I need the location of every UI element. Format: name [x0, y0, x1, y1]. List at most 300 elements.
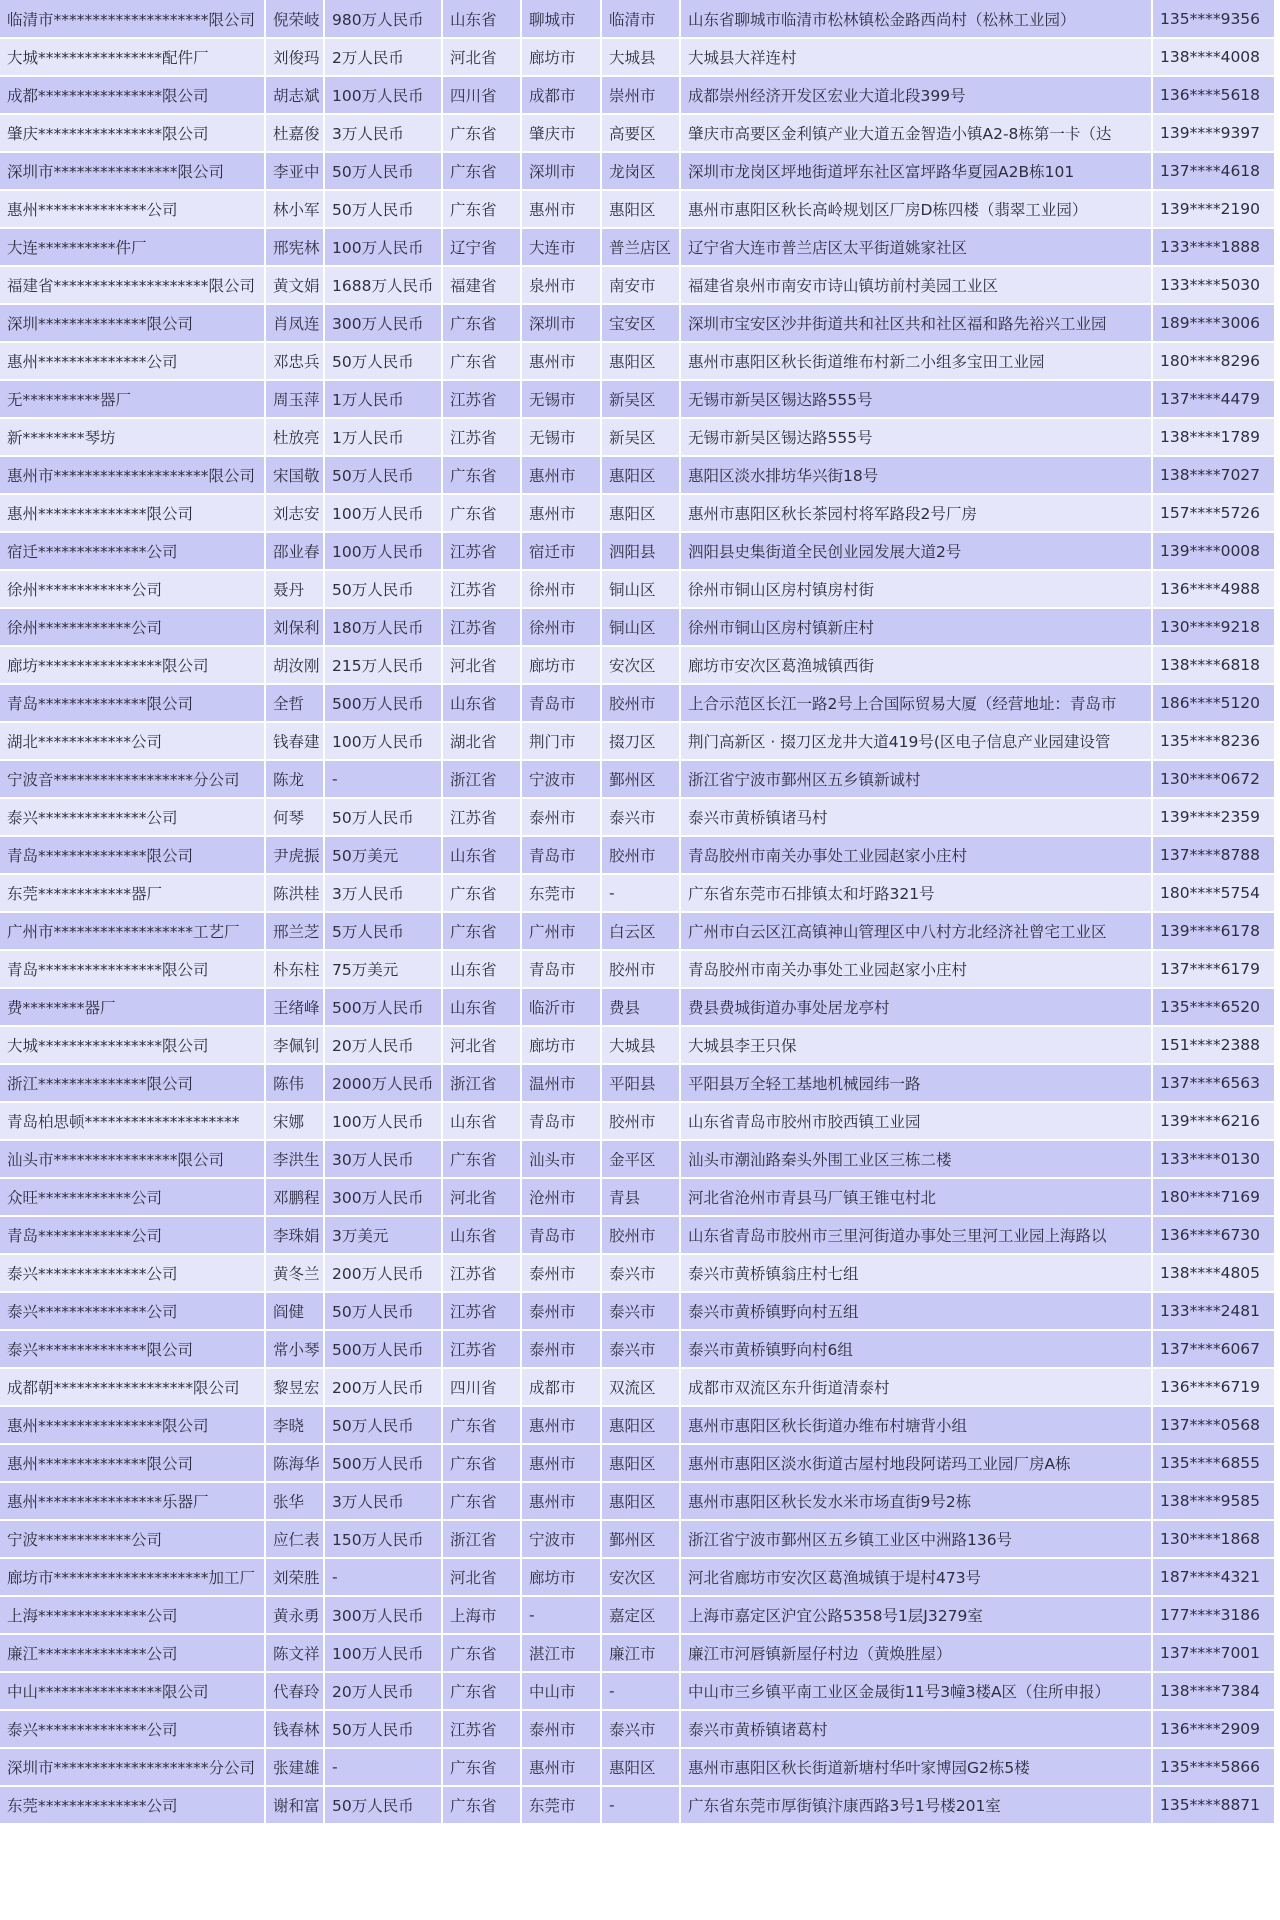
- table-row: [0, 190, 1275, 228]
- company-name-cell: 深圳市****************限公司: [0, 152, 265, 190]
- district-cell: 惠阳区: [601, 1406, 680, 1444]
- legal-person-cell: 林小军: [265, 190, 324, 228]
- table-row: [0, 1064, 1275, 1102]
- city-cell: 汕头市: [521, 1140, 601, 1178]
- company-name-cell: 泰兴**************公司: [0, 798, 265, 836]
- address-cell: 徐州市铜山区房村镇房村街: [680, 570, 1152, 608]
- registered-capital-cell: 50万人民币: [324, 152, 442, 190]
- address-cell: 徐州市铜山区房村镇新庄村: [680, 608, 1152, 646]
- city-cell: 泰州市: [521, 1330, 601, 1368]
- city-cell: 大连市: [521, 228, 601, 266]
- company-name-cell: 深圳市********************分公司: [0, 1748, 265, 1786]
- phone-cell: 133****1888: [1152, 228, 1275, 266]
- province-cell: 山东省: [442, 988, 521, 1026]
- address-cell: 惠州市惠阳区秋长街道办维布村塘背小组: [680, 1406, 1152, 1444]
- table-row: [0, 1596, 1275, 1634]
- company-name-cell: 新********琴坊: [0, 418, 265, 456]
- province-cell: 河北省: [442, 1026, 521, 1064]
- table-row: [0, 684, 1275, 722]
- address-cell: 惠州市惠阳区秋长茶园村将军路段2号厂房: [680, 494, 1152, 532]
- legal-person-cell: 张建雄: [265, 1748, 324, 1786]
- company-name-cell: 大连**********件厂: [0, 228, 265, 266]
- company-name-cell: 徐州************公司: [0, 570, 265, 608]
- registered-capital-cell: 300万人民币: [324, 304, 442, 342]
- province-cell: 上海市: [442, 1596, 521, 1634]
- table-row: [0, 266, 1275, 304]
- district-cell: 平阳县: [601, 1064, 680, 1102]
- district-cell: 崇州市: [601, 76, 680, 114]
- company-name-cell: 众旺************公司: [0, 1178, 265, 1216]
- registered-capital-cell: 50万人民币: [324, 1406, 442, 1444]
- city-cell: 廊坊市: [521, 646, 601, 684]
- city-cell: 广州市: [521, 912, 601, 950]
- table-row: [0, 1482, 1275, 1520]
- phone-cell: 136****5618: [1152, 76, 1275, 114]
- registered-capital-cell: 75万美元: [324, 950, 442, 988]
- phone-cell: 186****5120: [1152, 684, 1275, 722]
- province-cell: 广东省: [442, 1748, 521, 1786]
- district-cell: 泗阳县: [601, 532, 680, 570]
- city-cell: 惠州市: [521, 494, 601, 532]
- province-cell: 广东省: [442, 190, 521, 228]
- province-cell: 广东省: [442, 1444, 521, 1482]
- phone-cell: 137****7001: [1152, 1634, 1275, 1672]
- legal-person-cell: 常小琴: [265, 1330, 324, 1368]
- province-cell: 广东省: [442, 114, 521, 152]
- table-row: [0, 570, 1275, 608]
- registered-capital-cell: 50万人民币: [324, 342, 442, 380]
- phone-cell: 130****0672: [1152, 760, 1275, 798]
- registered-capital-cell: 1万人民币: [324, 380, 442, 418]
- legal-person-cell: 胡汝刚: [265, 646, 324, 684]
- province-cell: 广东省: [442, 1672, 521, 1710]
- city-cell: 肇庆市: [521, 114, 601, 152]
- legal-person-cell: 邓忠兵: [265, 342, 324, 380]
- company-name-cell: 惠州**************公司: [0, 190, 265, 228]
- city-cell: 沧州市: [521, 1178, 601, 1216]
- legal-person-cell: 邵业春: [265, 532, 324, 570]
- company-name-cell: 肇庆****************限公司: [0, 114, 265, 152]
- district-cell: 惠阳区: [601, 494, 680, 532]
- phone-cell: 137****4618: [1152, 152, 1275, 190]
- province-cell: 广东省: [442, 304, 521, 342]
- phone-cell: 189****3006: [1152, 304, 1275, 342]
- registered-capital-cell: 1688万人民币: [324, 266, 442, 304]
- district-cell: 费县: [601, 988, 680, 1026]
- company-name-cell: 大城****************配件厂: [0, 38, 265, 76]
- phone-cell: 157****5726: [1152, 494, 1275, 532]
- province-cell: 湖北省: [442, 722, 521, 760]
- address-cell: 山东省青岛市胶州市三里河街道办事处三里河工业园上海路以: [680, 1216, 1152, 1254]
- district-cell: 泰兴市: [601, 1710, 680, 1748]
- legal-person-cell: 李洪生: [265, 1140, 324, 1178]
- district-cell: 普兰店区: [601, 228, 680, 266]
- company-name-cell: 汕头市****************限公司: [0, 1140, 265, 1178]
- phone-cell: 139****2359: [1152, 798, 1275, 836]
- registered-capital-cell: 100万人民币: [324, 1634, 442, 1672]
- company-name-cell: 青岛****************限公司: [0, 950, 265, 988]
- registered-capital-cell: 100万人民币: [324, 532, 442, 570]
- phone-cell: 139****6216: [1152, 1102, 1275, 1140]
- registered-capital-cell: 50万人民币: [324, 190, 442, 228]
- legal-person-cell: 黄永勇: [265, 1596, 324, 1634]
- city-cell: 无锡市: [521, 418, 601, 456]
- province-cell: 四川省: [442, 76, 521, 114]
- registered-capital-cell: 3万人民币: [324, 1482, 442, 1520]
- registered-capital-cell: -: [324, 760, 442, 798]
- company-name-cell: 廊坊市********************加工厂: [0, 1558, 265, 1596]
- address-cell: 惠阳区淡水排坊华兴街18号: [680, 456, 1152, 494]
- legal-person-cell: 阎健: [265, 1292, 324, 1330]
- phone-cell: 137****6179: [1152, 950, 1275, 988]
- table-row: [0, 38, 1275, 76]
- table-row: [0, 950, 1275, 988]
- registered-capital-cell: 50万人民币: [324, 1292, 442, 1330]
- company-name-cell: 宿迁**************公司: [0, 532, 265, 570]
- registered-capital-cell: 50万人民币: [324, 456, 442, 494]
- phone-cell: 180****7169: [1152, 1178, 1275, 1216]
- city-cell: 深圳市: [521, 304, 601, 342]
- registered-capital-cell: 1万人民币: [324, 418, 442, 456]
- city-cell: 温州市: [521, 1064, 601, 1102]
- province-cell: 江苏省: [442, 418, 521, 456]
- table-row: [0, 836, 1275, 874]
- district-cell: -: [601, 1786, 680, 1824]
- city-cell: 青岛市: [521, 1102, 601, 1140]
- legal-person-cell: 杜放亮: [265, 418, 324, 456]
- district-cell: 惠阳区: [601, 190, 680, 228]
- table-row: [0, 76, 1275, 114]
- phone-cell: 138****4805: [1152, 1254, 1275, 1292]
- phone-cell: 180****5754: [1152, 874, 1275, 912]
- phone-cell: 137****8788: [1152, 836, 1275, 874]
- city-cell: 临沂市: [521, 988, 601, 1026]
- address-cell: 广州市白云区江高镇神山管理区中八村方北经济社曾宅工业区: [680, 912, 1152, 950]
- company-name-cell: 广州市******************工艺厂: [0, 912, 265, 950]
- company-name-cell: 中山****************限公司: [0, 1672, 265, 1710]
- table-row: [0, 418, 1275, 456]
- city-cell: 廊坊市: [521, 38, 601, 76]
- city-cell: 惠州市: [521, 1444, 601, 1482]
- district-cell: 廉江市: [601, 1634, 680, 1672]
- address-cell: 河北省廊坊市安次区葛渔城镇于堤村473号: [680, 1558, 1152, 1596]
- legal-person-cell: 刘荣胜: [265, 1558, 324, 1596]
- registered-capital-cell: 100万人民币: [324, 76, 442, 114]
- legal-person-cell: 钱春建: [265, 722, 324, 760]
- province-cell: 广东省: [442, 494, 521, 532]
- phone-cell: 130****1868: [1152, 1520, 1275, 1558]
- address-cell: 惠州市惠阳区秋长街道维布村新二小组多宝田工业园: [680, 342, 1152, 380]
- table-row: [0, 760, 1275, 798]
- district-cell: 胶州市: [601, 1216, 680, 1254]
- address-cell: 广东省东莞市厚街镇汴康西路3号1号楼201室: [680, 1786, 1152, 1824]
- address-cell: 河北省沧州市青县马厂镇王锥屯村北: [680, 1178, 1152, 1216]
- phone-cell: 135****8236: [1152, 722, 1275, 760]
- address-cell: 惠州市惠阳区秋长高岭规划区厂房D栋四楼（翡翠工业园）: [680, 190, 1152, 228]
- table-row: [0, 456, 1275, 494]
- phone-cell: 135****8871: [1152, 1786, 1275, 1824]
- phone-cell: 139****6178: [1152, 912, 1275, 950]
- company-name-cell: 廊坊****************限公司: [0, 646, 265, 684]
- province-cell: 广东省: [442, 152, 521, 190]
- district-cell: 胶州市: [601, 950, 680, 988]
- legal-person-cell: 陈伟: [265, 1064, 324, 1102]
- registered-capital-cell: 50万人民币: [324, 798, 442, 836]
- registered-capital-cell: 5万人民币: [324, 912, 442, 950]
- district-cell: 泰兴市: [601, 1254, 680, 1292]
- address-cell: 廉江市河唇镇新屋仔村边（黄焕胜屋）: [680, 1634, 1152, 1672]
- phone-cell: 133****5030: [1152, 266, 1275, 304]
- district-cell: 掇刀区: [601, 722, 680, 760]
- company-name-cell: 深圳**************限公司: [0, 304, 265, 342]
- district-cell: 高要区: [601, 114, 680, 152]
- phone-cell: 136****6730: [1152, 1216, 1275, 1254]
- district-cell: -: [601, 1672, 680, 1710]
- table-row: [0, 494, 1275, 532]
- city-cell: 泰州市: [521, 1254, 601, 1292]
- phone-cell: 139****9397: [1152, 114, 1275, 152]
- province-cell: 广东省: [442, 874, 521, 912]
- address-cell: 山东省聊城市临清市松林镇松金路西尚村（松林工业园）: [680, 0, 1152, 38]
- table-row: [0, 646, 1275, 684]
- legal-person-cell: 李佩钊: [265, 1026, 324, 1064]
- company-name-cell: 成都朝******************限公司: [0, 1368, 265, 1406]
- company-name-cell: 惠州**************限公司: [0, 1444, 265, 1482]
- district-cell: 惠阳区: [601, 456, 680, 494]
- registered-capital-cell: 3万人民币: [324, 874, 442, 912]
- address-cell: 泰兴市黄桥镇野向村五组: [680, 1292, 1152, 1330]
- phone-cell: 133****0130: [1152, 1140, 1275, 1178]
- province-cell: 浙江省: [442, 1064, 521, 1102]
- address-cell: 无锡市新吴区锡达路555号: [680, 418, 1152, 456]
- district-cell: 惠阳区: [601, 1748, 680, 1786]
- legal-person-cell: 黄冬兰: [265, 1254, 324, 1292]
- city-cell: 青岛市: [521, 950, 601, 988]
- legal-person-cell: 钱春林: [265, 1710, 324, 1748]
- table-row: [0, 1672, 1275, 1710]
- address-cell: 泰兴市黄桥镇翁庄村七组: [680, 1254, 1152, 1292]
- registered-capital-cell: 300万人民币: [324, 1178, 442, 1216]
- province-cell: 浙江省: [442, 1520, 521, 1558]
- province-cell: 广东省: [442, 1786, 521, 1824]
- address-cell: 浙江省宁波市鄞州区五乡镇新诚村: [680, 760, 1152, 798]
- legal-person-cell: 刘保利: [265, 608, 324, 646]
- province-cell: 江苏省: [442, 1330, 521, 1368]
- legal-person-cell: 全哲: [265, 684, 324, 722]
- district-cell: 宝安区: [601, 304, 680, 342]
- registered-capital-cell: 50万人民币: [324, 1786, 442, 1824]
- city-cell: 惠州市: [521, 1482, 601, 1520]
- registered-capital-cell: -: [324, 1558, 442, 1596]
- province-cell: 江苏省: [442, 380, 521, 418]
- city-cell: 徐州市: [521, 608, 601, 646]
- province-cell: 山东省: [442, 684, 521, 722]
- address-cell: 深圳市龙岗区坪地街道坪东社区富坪路华夏园A2B栋101: [680, 152, 1152, 190]
- legal-person-cell: 杜嘉俊: [265, 114, 324, 152]
- legal-person-cell: 黄文娟: [265, 266, 324, 304]
- address-cell: 泰兴市黄桥镇诸马村: [680, 798, 1152, 836]
- phone-cell: 151****2388: [1152, 1026, 1275, 1064]
- address-cell: 成都崇州经济开发区宏业大道北段399号: [680, 76, 1152, 114]
- district-cell: 安次区: [601, 646, 680, 684]
- registered-capital-cell: 100万人民币: [324, 228, 442, 266]
- district-cell: 惠阳区: [601, 1444, 680, 1482]
- address-cell: 浙江省宁波市鄞州区五乡镇工业区中洲路136号: [680, 1520, 1152, 1558]
- company-name-cell: 徐州************公司: [0, 608, 265, 646]
- phone-cell: 138****7027: [1152, 456, 1275, 494]
- phone-cell: 137****4479: [1152, 380, 1275, 418]
- legal-person-cell: 应仁表: [265, 1520, 324, 1558]
- address-cell: 广东省东莞市石排镇太和圩路321号: [680, 874, 1152, 912]
- city-cell: 惠州市: [521, 1748, 601, 1786]
- address-cell: 青岛胶州市南关办事处工业园赵家小庄村: [680, 950, 1152, 988]
- registered-capital-cell: 30万人民币: [324, 1140, 442, 1178]
- legal-person-cell: 肖凤连: [265, 304, 324, 342]
- city-cell: 荆门市: [521, 722, 601, 760]
- legal-person-cell: 尹虎振: [265, 836, 324, 874]
- city-cell: 无锡市: [521, 380, 601, 418]
- company-name-cell: 成都****************限公司: [0, 76, 265, 114]
- legal-person-cell: 黎昱宏: [265, 1368, 324, 1406]
- registered-capital-cell: 100万人民币: [324, 494, 442, 532]
- district-cell: 大城县: [601, 38, 680, 76]
- table-row: [0, 1178, 1275, 1216]
- address-cell: 中山市三乡镇平南工业区金晟街11号3幢3楼A区（住所申报）: [680, 1672, 1152, 1710]
- table-row: [0, 1254, 1275, 1292]
- district-cell: -: [601, 874, 680, 912]
- district-cell: 胶州市: [601, 1102, 680, 1140]
- city-cell: 青岛市: [521, 1216, 601, 1254]
- city-cell: 泉州市: [521, 266, 601, 304]
- city-cell: 徐州市: [521, 570, 601, 608]
- city-cell: 湛江市: [521, 1634, 601, 1672]
- district-cell: 鄞州区: [601, 1520, 680, 1558]
- table-row: [0, 912, 1275, 950]
- province-cell: 山东省: [442, 0, 521, 38]
- company-name-cell: 湖北************公司: [0, 722, 265, 760]
- legal-person-cell: 宋娜: [265, 1102, 324, 1140]
- company-name-cell: 上海**************公司: [0, 1596, 265, 1634]
- table-row: [0, 874, 1275, 912]
- district-cell: 临清市: [601, 0, 680, 38]
- company-name-cell: 惠州****************限公司: [0, 1406, 265, 1444]
- province-cell: 江苏省: [442, 532, 521, 570]
- address-cell: 福建省泉州市南安市诗山镇坊前村美园工业区: [680, 266, 1152, 304]
- company-name-cell: 青岛**************限公司: [0, 684, 265, 722]
- province-cell: 河北省: [442, 1558, 521, 1596]
- legal-person-cell: 邢宪林: [265, 228, 324, 266]
- company-name-cell: 费********器厂: [0, 988, 265, 1026]
- city-cell: 宁波市: [521, 760, 601, 798]
- legal-person-cell: 李亚中: [265, 152, 324, 190]
- city-cell: 中山市: [521, 1672, 601, 1710]
- company-name-cell: 临清市********************限公司: [0, 0, 265, 38]
- legal-person-cell: 陈龙: [265, 760, 324, 798]
- address-cell: 泰兴市黄桥镇野向村6组: [680, 1330, 1152, 1368]
- address-cell: 大城县大祥连村: [680, 38, 1152, 76]
- phone-cell: 136****2909: [1152, 1710, 1275, 1748]
- province-cell: 广东省: [442, 1482, 521, 1520]
- district-cell: 泰兴市: [601, 1292, 680, 1330]
- phone-cell: 138****1789: [1152, 418, 1275, 456]
- province-cell: 河北省: [442, 38, 521, 76]
- city-cell: 成都市: [521, 76, 601, 114]
- company-name-cell: 惠州市********************限公司: [0, 456, 265, 494]
- city-cell: 惠州市: [521, 190, 601, 228]
- table-row: [0, 1140, 1275, 1178]
- legal-person-cell: 王绪峰: [265, 988, 324, 1026]
- address-cell: 大城县李王只保: [680, 1026, 1152, 1064]
- district-cell: 鄞州区: [601, 760, 680, 798]
- province-cell: 江苏省: [442, 798, 521, 836]
- district-cell: 惠阳区: [601, 1482, 680, 1520]
- registered-capital-cell: 500万人民币: [324, 988, 442, 1026]
- district-cell: 新吴区: [601, 380, 680, 418]
- table-row: [0, 988, 1275, 1026]
- table-row: [0, 1748, 1275, 1786]
- registered-capital-cell: 500万人民币: [324, 1444, 442, 1482]
- table-row: [0, 228, 1275, 266]
- city-cell: 泰州市: [521, 798, 601, 836]
- phone-cell: 136****4988: [1152, 570, 1275, 608]
- city-cell: 惠州市: [521, 342, 601, 380]
- registered-capital-cell: 500万人民币: [324, 684, 442, 722]
- city-cell: 惠州市: [521, 456, 601, 494]
- legal-person-cell: 代春玲: [265, 1672, 324, 1710]
- table-row: [0, 1710, 1275, 1748]
- company-name-cell: 青岛************公司: [0, 1216, 265, 1254]
- registered-capital-cell: 3万人民币: [324, 114, 442, 152]
- company-name-cell: 青岛柏思顿********************: [0, 1102, 265, 1140]
- address-cell: 惠州市惠阳区秋长发水米市场直街9号2栋: [680, 1482, 1152, 1520]
- phone-cell: 187****4321: [1152, 1558, 1275, 1596]
- district-cell: 胶州市: [601, 684, 680, 722]
- legal-person-cell: 胡志斌: [265, 76, 324, 114]
- registered-capital-cell: 50万人民币: [324, 1710, 442, 1748]
- table-row: [0, 1444, 1275, 1482]
- phone-cell: 137****0568: [1152, 1406, 1275, 1444]
- table-row: [0, 304, 1275, 342]
- company-name-cell: 宁波************公司: [0, 1520, 265, 1558]
- phone-cell: 177****3186: [1152, 1596, 1275, 1634]
- legal-person-cell: 李珠娟: [265, 1216, 324, 1254]
- address-cell: 肇庆市高要区金利镇产业大道五金智造小镇A2-8栋第一卡（达: [680, 114, 1152, 152]
- company-name-cell: 惠州****************乐器厂: [0, 1482, 265, 1520]
- phone-cell: 138****7384: [1152, 1672, 1275, 1710]
- address-cell: 成都市双流区东升街道清泰村: [680, 1368, 1152, 1406]
- registered-capital-cell: 100万人民币: [324, 1102, 442, 1140]
- address-cell: 无锡市新吴区锡达路555号: [680, 380, 1152, 418]
- company-name-cell: 宁波音******************分公司: [0, 760, 265, 798]
- province-cell: 四川省: [442, 1368, 521, 1406]
- registered-capital-cell: 215万人民币: [324, 646, 442, 684]
- company-name-cell: 惠州**************限公司: [0, 494, 265, 532]
- province-cell: 江苏省: [442, 1292, 521, 1330]
- phone-cell: 138****6818: [1152, 646, 1275, 684]
- registered-capital-cell: 50万人民币: [324, 570, 442, 608]
- legal-person-cell: 宋国敬: [265, 456, 324, 494]
- address-cell: 山东省青岛市胶州市胶西镇工业园: [680, 1102, 1152, 1140]
- company-name-cell: 福建省********************限公司: [0, 266, 265, 304]
- city-cell: 成都市: [521, 1368, 601, 1406]
- table-row: [0, 1558, 1275, 1596]
- city-cell: 聊城市: [521, 0, 601, 38]
- address-cell: 平阳县万全轻工基地机械园纬一路: [680, 1064, 1152, 1102]
- registered-capital-cell: 100万人民币: [324, 722, 442, 760]
- legal-person-cell: 陈海华: [265, 1444, 324, 1482]
- address-cell: 青岛胶州市南关办事处工业园赵家小庄村: [680, 836, 1152, 874]
- address-cell: 荆门高新区 · 掇刀区龙井大道419号(区电子信息产业园建设管: [680, 722, 1152, 760]
